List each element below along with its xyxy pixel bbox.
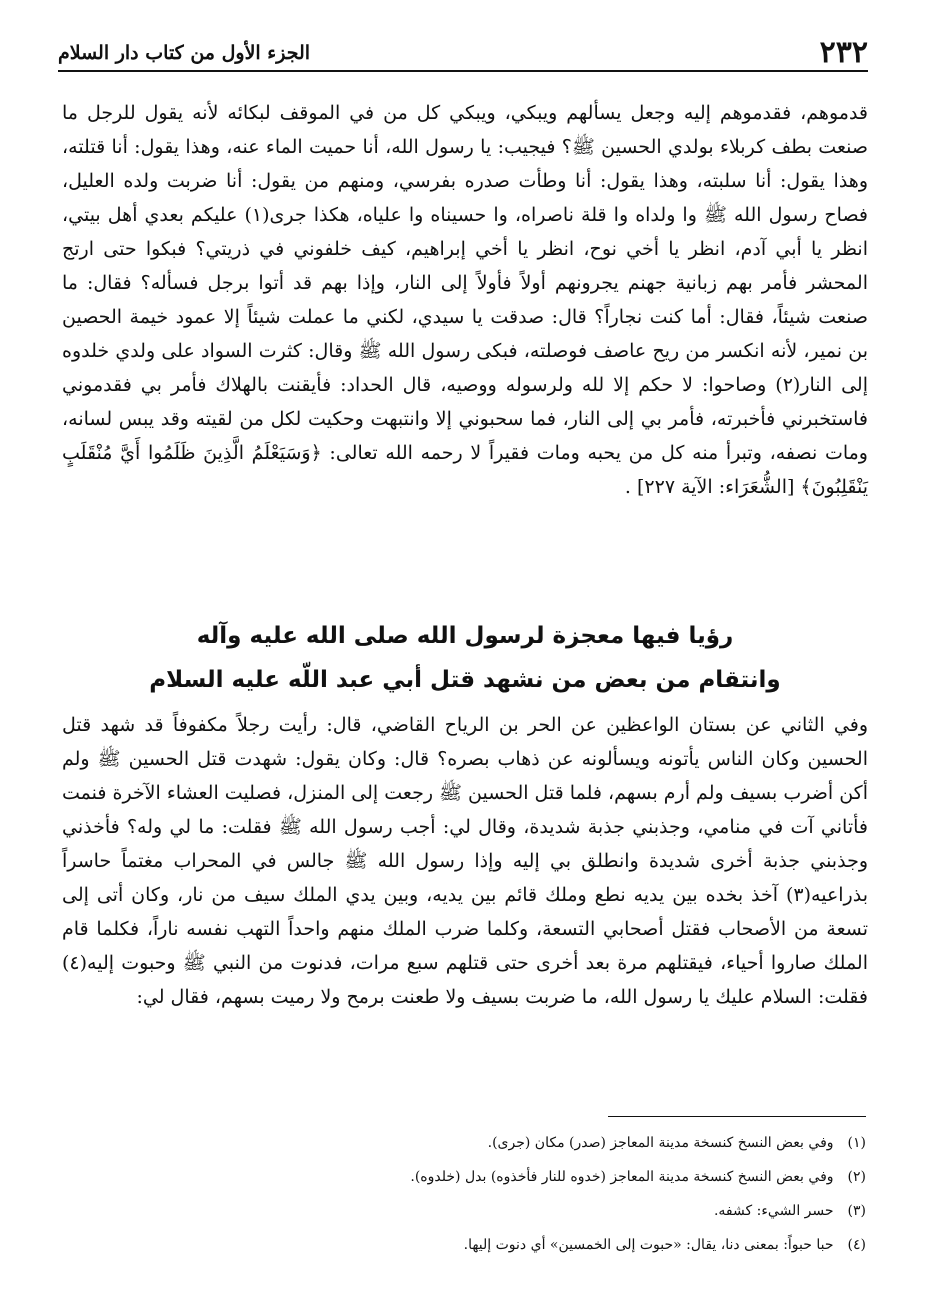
footnote-text: وفي بعض النسخ كنسخة مدينة المعاجز (خدوه للنار فأخذوه) بدل (خلدوه). <box>410 1169 834 1185</box>
running-title: الجزء الأول من كتاب دار السلام <box>58 42 311 64</box>
footnote-number: (٣) <box>847 1203 866 1219</box>
footnote-rule <box>608 1116 866 1117</box>
section-heading-line-1: رؤيا فيها معجزة لرسول الله صلى الله عليه وآله <box>196 623 734 649</box>
footnote-text: حسر الشيء: كشفه. <box>713 1203 834 1219</box>
footnote-number: (١) <box>847 1135 866 1151</box>
body-paragraph-2: وفي الثاني عن بستان الواعظين عن الحر بن الرياح القاضي، قال: رأيت رجلاً مكفوفاً قد شهد قتل الحسين وكان الناس يأتونه ويسألونه عن ذهاب بصره؟ قال: وكان يقول: شهدت قتل الحسين ﷺ ولم أكن أضرب بسيف ولم أرم بسهم، فلما قتل الحسين ﷺ رجعت إلى المنزل، فصليت العشاء الآخرة فنمت فأتاني آت في منامي، وجذبني جذبة شديدة، وقال لي: أجب رسول الله ﷺ فقلت: ما لي وله؟ فأخذني وجذبني جذبة أخرى شديدة وانطلق بي إليه وإذا رسول الله ﷺ جالس في المحراب مغتماً حاسراً بذراعيه(٣) آخذ بخده بين يديه نطع وملك قائم بين يديه، وبين يدي الملك سيف من نار، وكان أتى إلى تسعة من الأصحاب فقتل أصحابي التسعة، وكلما ضرب الملك منهم واحداً التهب نفسه ناراً، فكلما قام الملك صاروا أحياء، فيقتلهم مرة بعد أخرى حتى قتلهم سبع مرات، فدنوت من النبي ﷺ وحبوت إليه(٤) فقلت: السلام عليك يا رسول الله، ما ضربت بسيف ولا طعنت برمح ولا رميت بسهم، فقال لي: <box>62 714 868 1008</box>
footnote-number: (٤) <box>847 1237 866 1253</box>
footnote-text: وفي بعض النسخ كنسخة مدينة المعاجز (صدر) مكان (جرى). <box>487 1135 834 1151</box>
footnote-3 <box>300 1194 866 1228</box>
page-number: ٢٣٢ <box>819 35 868 70</box>
footnote-number: (٢) <box>847 1169 866 1185</box>
header-rule <box>58 70 868 72</box>
footnote-2 <box>300 1160 866 1194</box>
page-header <box>58 28 868 70</box>
section-heading-line-2: وانتقام من بعض من نشهد قتل أبي عبد اللّه عليه السلام <box>149 667 781 693</box>
body-paragraph-1: قدموهم، فقدموهم إليه وجعل يسألهم ويبكي، ويبكي كل من في الموقف لبكائه لأنه يقول للرجل ما صنعت بطف كربلاء بولدي الحسين ﷺ؟ فيجيب: يا رسول الله، أنا حميت الماء عنه، وهذا يقول: أنا قتلته، وهذا يقول: أنا سلبته، وهذا يقول: أنا وطأت صدره بفرسي، ومنهم من يقول: أنا ضربت ولده العليل، فصاح رسول الله ﷺ وا ولداه وا قلة ناصراه، وا حسيناه وا علياه، هكذا جرى(١) عليكم بعدي أهل بيتي، انظر يا أبي آدم، انظر يا أخي نوح، انظر يا أخي إبراهيم، كيف خلفوني في ذريتي؟ فبكوا حتى ارتج المحشر فأمر بهم زبانية جهنم يجرونهم أولاً فأولاً إلى النار، وإذا بهم قد أتوا برجل فسأله؟ فقال: ما صنعت شيئاً، فقال: أما كنت نجاراً؟ قال: صدقت يا سيدي، لكني ما عملت شيئاً إلا عمود خيمة الحصين بن نمير، لأنه انكسر من ريح عاصف فوصلته، فبكى رسول الله ﷺ وقال: كثرت السواد على ولدي خلدوه إلى النار(٢) وصاحوا: لا حكم إلا لله ولرسوله ووصيه، قال الحداد: فأيقنت بالهلاك فأمر بي فقدموني فاستخبرني فأخبرته، فأمر بي إلى النار، فما سحبوني إلا وانتبهت وحكيت لكل من لقيته وقد يبس لسانه، ومات نصفه، وتبرأ منه كل من يحبه ومات فقيراً لا رحمه الله تعالى: ﴿وَسَيَعْلَمُ الَّذِينَ ظَلَمُوا أَيَّ مُنْقَلَبٍ يَنْقَلِبُونَ﴾ [الشُّعَرَاء: الآية ٢٢٧] . <box>62 102 869 498</box>
footnote-1 <box>300 1126 866 1160</box>
footnote-text: حبا حبواً: بمعنى دنا، يقال: «حبوت إلى الخمسين» أي دنوت إليها. <box>463 1237 834 1253</box>
footnote-4 <box>300 1228 866 1262</box>
footnotes <box>300 1126 866 1262</box>
